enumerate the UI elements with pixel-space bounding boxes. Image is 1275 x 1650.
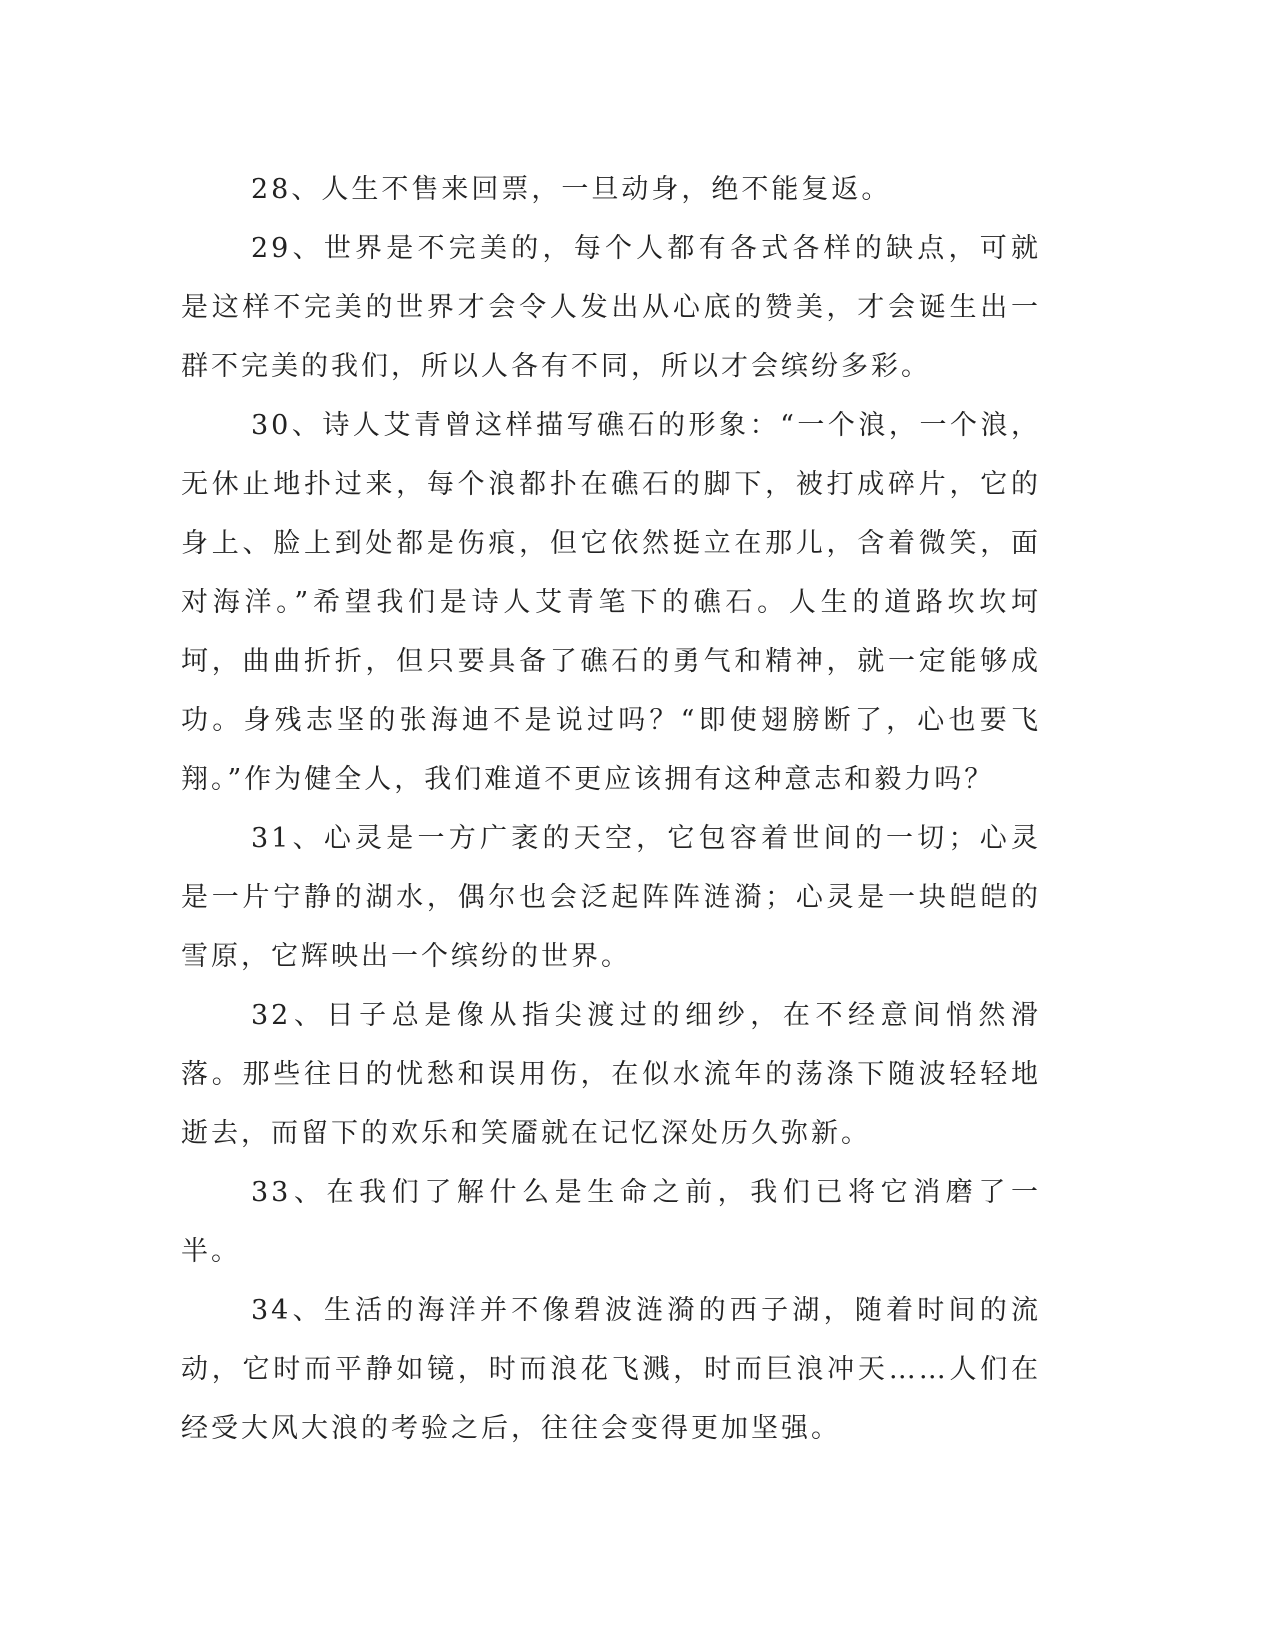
- paragraph-34: 34、生活的海洋并不像碧波涟漪的西子湖，随着时间的流动，它时而平静如镜，时而浪花飞溅，时而巨浪冲天……人们在经受大风大浪的考验之后，往往会变得更加坚强。: [181, 1295, 1041, 1444]
- paragraph-28: 28、人生不售来回票，一旦动身，绝不能复返。: [251, 174, 892, 205]
- paragraph-31: 31、心灵是一方广袤的天空，它包容着世间的一切；心灵是一片宁静的湖水，偶尔也会泛起阵阵涟漪；心灵是一块皑皑的雪原，它辉映出一个缤纷的世界。: [181, 823, 1041, 972]
- paragraph-29: 29、世界是不完美的，每个人都有各式各样的缺点，可就是这样不完美的世界才会令人发出从心底的赞美，才会诞生出一群不完美的我们，所以人各有不同，所以才会缤纷多彩。: [181, 233, 1041, 382]
- paragraph-33: 33、在我们了解什么是生命之前，我们已将它消磨了一半。: [181, 1177, 1041, 1267]
- paragraph-32: 32、日子总是像从指尖渡过的细纱，在不经意间悄然滑落。那些往日的忧愁和误用伤，在似水流年的荡涤下随波轻轻地逝去，而留下的欢乐和笑靥就在记忆深处历久弥新。: [181, 1000, 1041, 1149]
- document-body: [181, 160, 1041, 1458]
- paragraph-30: 30、诗人艾青曾这样描写礁石的形象：“一个浪，一个浪，无休止地扑过来，每个浪都扑在礁石的脚下，被打成碎片，它的身上、脸上到处都是伤痕，但它依然挺立在那儿，含着微笑，面对海洋。”希望我们是诗人艾青笔下的礁石。人生的道路坎坎坷坷，曲曲折折，但只要具备了礁石的勇气和精神，就一定能够成功。身残志坚的张海迪不是说过吗？“即使翅膀断了，心也要飞翔。”作为健全人，我们难道不更应该拥有这种意志和毅力吗？: [181, 410, 1041, 795]
